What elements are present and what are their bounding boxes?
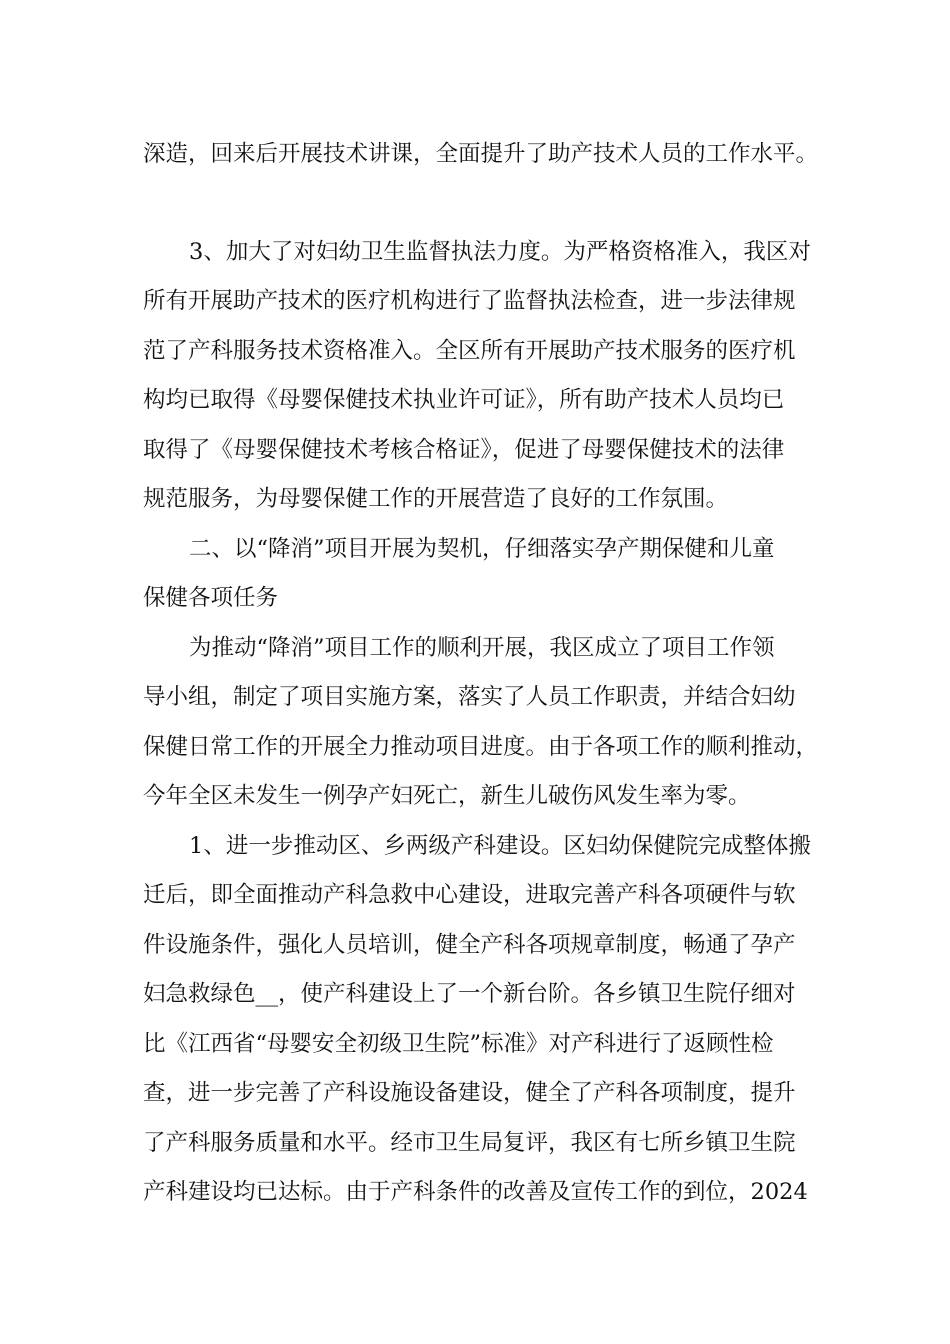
text-line-4: 范了产科服务技术资格准入。全区所有开展助产技术服务的医疗机 (143, 338, 796, 364)
text-line-11: 导小组，制定了项目实施方案，落实了人员工作职责，并结合妇幼 (143, 684, 796, 710)
text-line-7: 规范服务，为母婴保健工作的开展营造了良好的工作氛围。 (143, 486, 729, 512)
text-line-19: 查，进一步完善了产科设施设备建设，健全了产科各项制度，提升 (143, 1080, 796, 1106)
text-line-2: 3、加大了对妇幼卫生监督执法力度。为严格资格准入，我区对 (189, 239, 811, 265)
text-line-3: 所有开展助产技术的医疗机构进行了监督执法检查，进一步法律规 (143, 288, 796, 314)
text-line-18: 比《江西省“母婴安全初级卫生院”标准》对产科进行了返顾性检 (143, 1031, 774, 1057)
text-line-16: 件设施条件，强化人员培训，健全产科各项规章制度，畅通了孕产 (143, 932, 796, 958)
text-line-10: 为推动“降消”项目工作的顺利开展，我区成立了项目工作领 (189, 635, 775, 661)
text-line-17: 妇急救绿色__，使产科建设上了一个新台阶。各乡镇卫生院仔细对 (143, 981, 796, 1007)
text-line-6: 取得了《母婴保健技术考核合格证》，促进了母婴保健技术的法律 (143, 437, 785, 463)
text-line-13: 今年全区未发生一例孕产妇死亡，新生儿破伤风发生率为零。 (143, 783, 751, 809)
text-line-21: 产科建设均已达标。由于产科条件的改善及宣传工作的到位，2024 (143, 1179, 808, 1205)
text-line-20: 了产科服务质量和水平。经市卫生局复评，我区有七所乡镇卫生院 (143, 1130, 796, 1156)
text-line-5: 构均已取得《母婴保健技术执业许可证》，所有助产技术人员均已 (143, 387, 785, 413)
section-heading-line-1: 二、以“降消”项目开展为契机，仔细落实孕产期保健和儿童 (189, 536, 775, 562)
text-line-14: 1、进一步推动区、乡两级产科建设。区妇幼保健院完成整体搬 (189, 833, 811, 859)
section-heading-line-2: 保健各项任务 (143, 585, 279, 611)
text-line-12: 保健日常工作的开展全力推动项目进度。由于各项工作的顺利推动， (143, 734, 819, 760)
text-line-1: 深造，回来后开展技术讲课，全面提升了助产技术人员的工作水平。 (143, 141, 819, 167)
text-line-15: 迁后，即全面推动产科急救中心建设，进取完善产科各项硬件与软 (143, 882, 796, 908)
